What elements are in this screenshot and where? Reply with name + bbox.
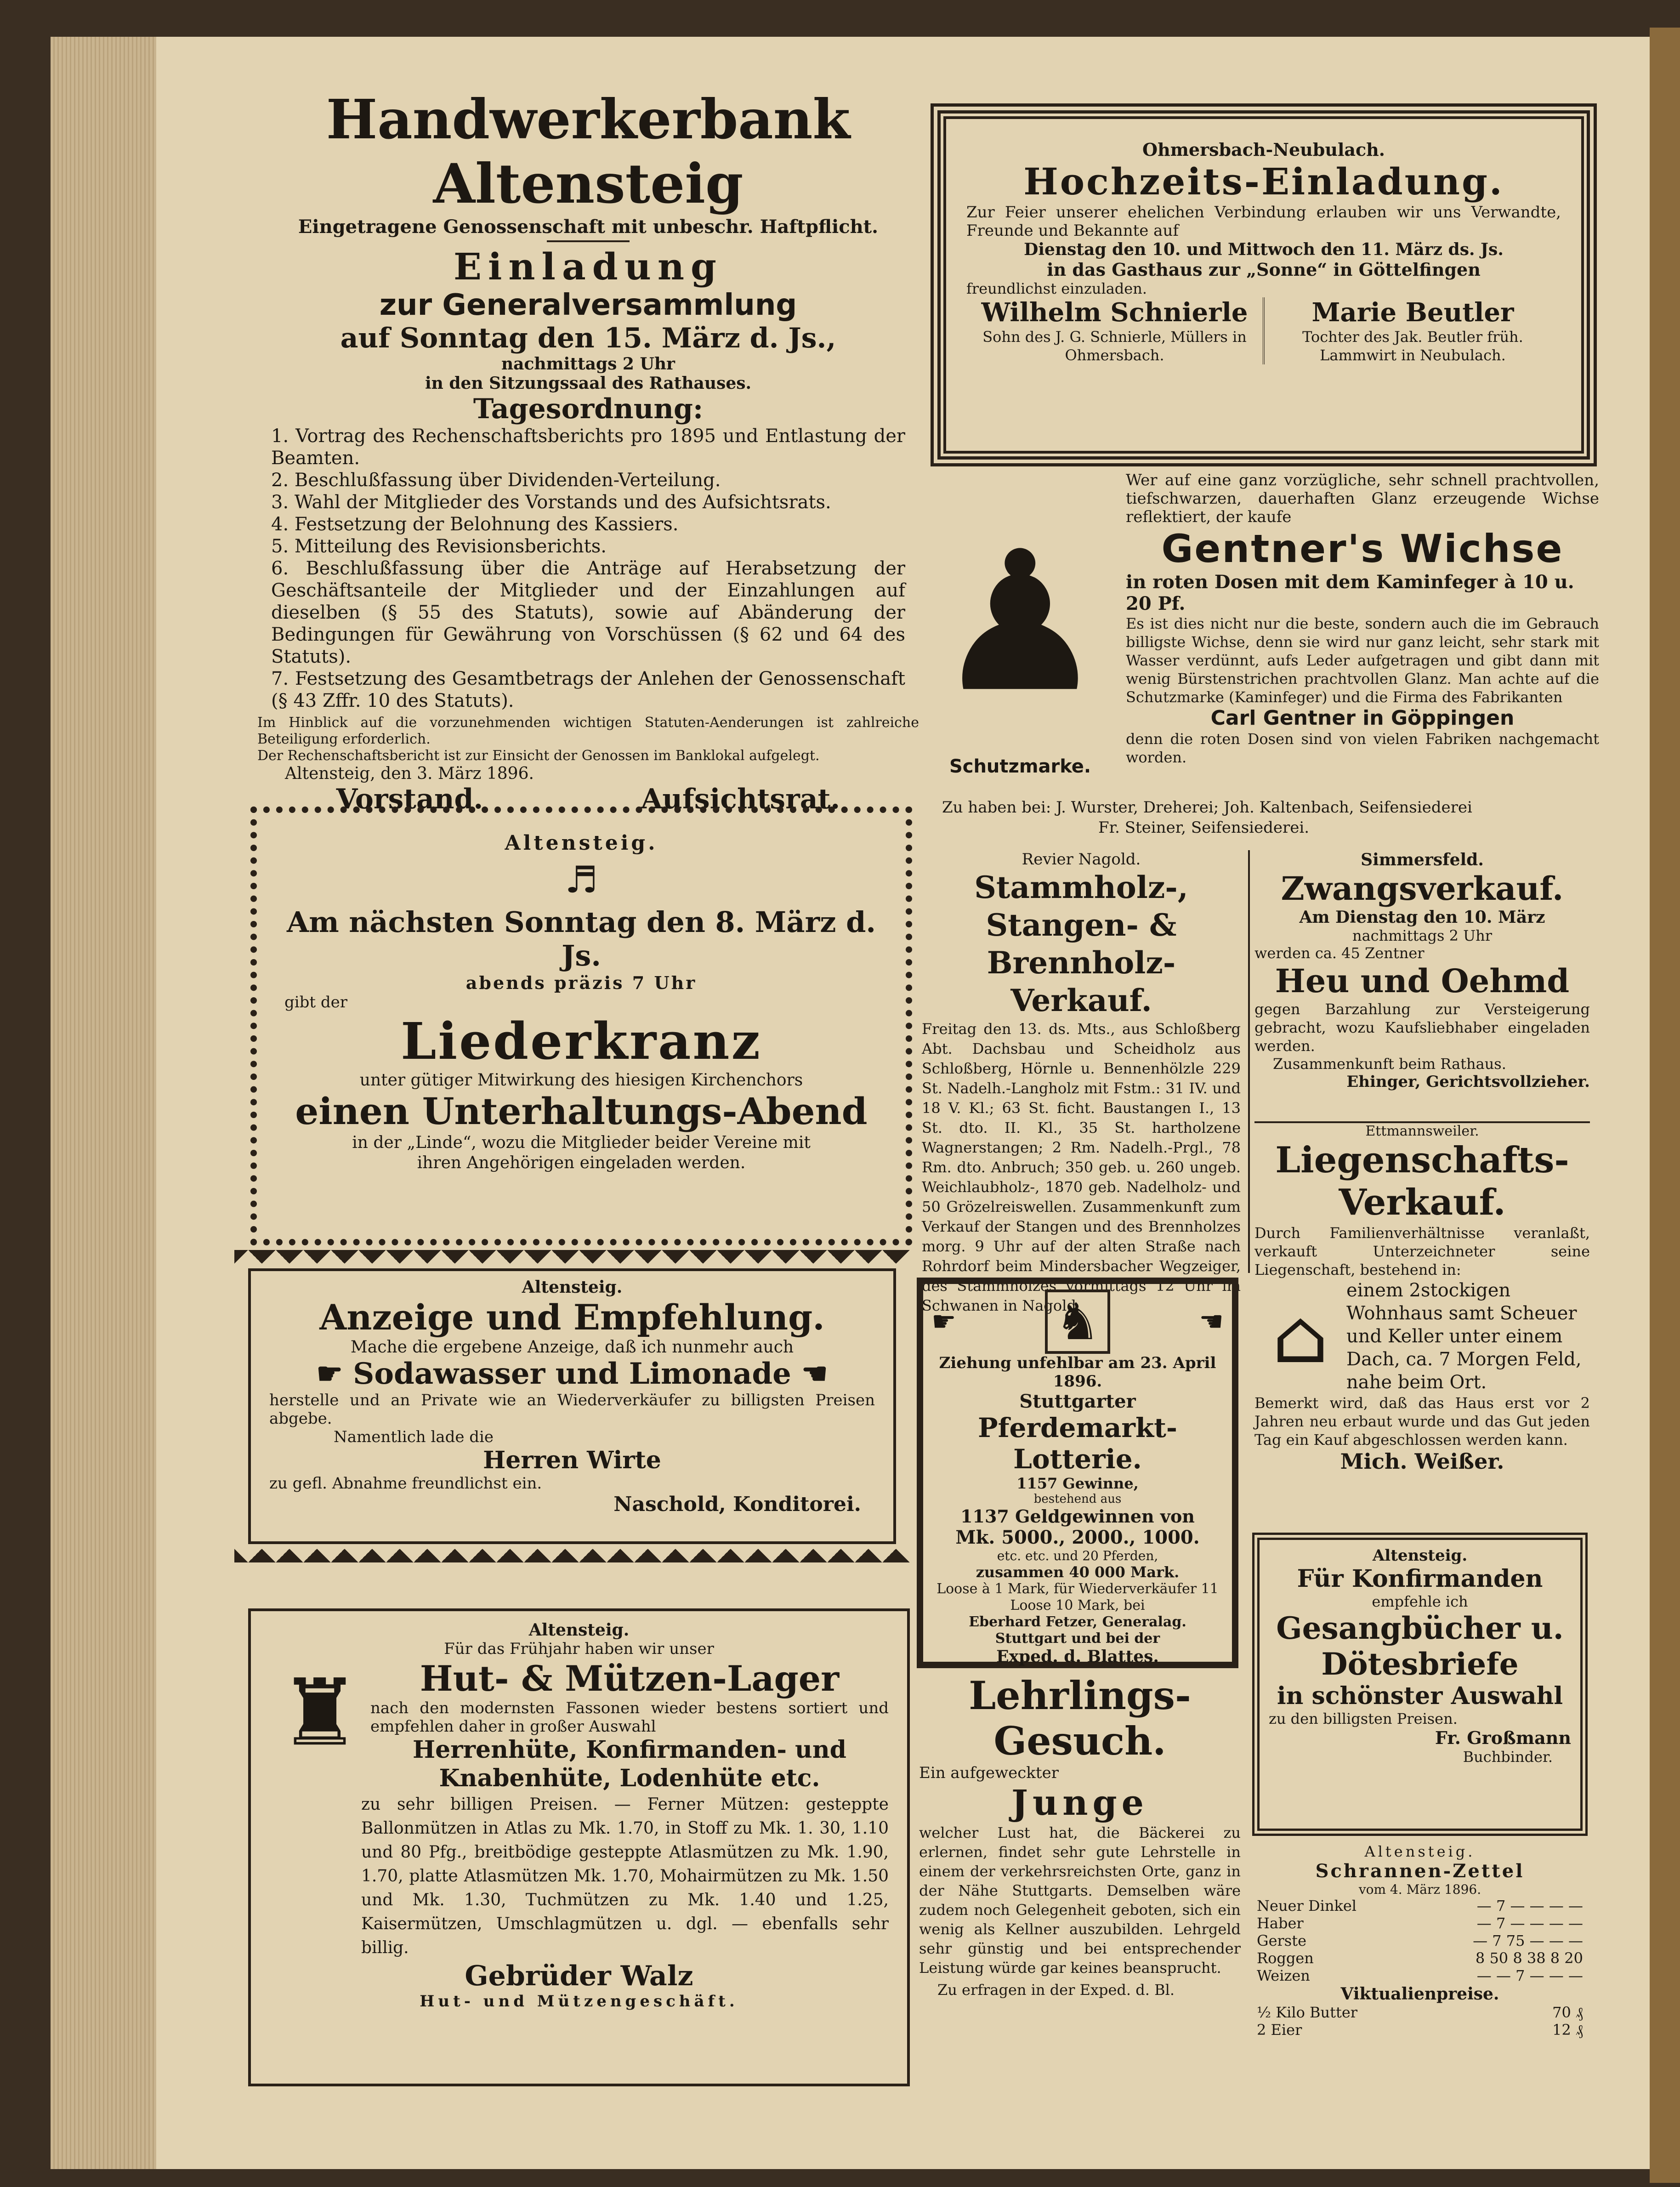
forced-line2: nachmittags 2 Uhr	[1352, 927, 1493, 944]
page-edge-stack	[51, 37, 156, 2169]
horse-icon: ♞	[1045, 1289, 1111, 1354]
bank-title: Handwerkerbank Altensteig	[326, 87, 851, 216]
lot-line8: zusammen 40 000 Mark.	[976, 1563, 1180, 1581]
forced-place: Simmersfeld.	[1361, 850, 1484, 869]
food-price-table	[1252, 2004, 1588, 2039]
appr-line1: Ein aufgeweckter	[919, 1764, 1059, 1782]
soda-title: Anzeige und Empfehlung.	[319, 1297, 825, 1338]
soda-frame	[248, 1268, 896, 1544]
pointing-hand-icon: ☚	[1199, 1306, 1224, 1338]
bank-line1: zur Generalversammlung	[379, 288, 797, 322]
table-row	[1252, 2004, 1588, 2021]
wichse-dealers	[942, 797, 1595, 838]
wichse-line1: in roten Dosen mit dem Kaminfeger à 10 u. 20 Pf.	[1126, 571, 1574, 614]
liederkranz-ad	[250, 807, 912, 1245]
grain-prices: 8 50 8 38 8 20	[1475, 1949, 1583, 1967]
bride-name: Marie Beutler	[1311, 297, 1514, 328]
lk-headline: einen Unterhaltungs-Abend	[295, 1090, 868, 1133]
prop-title: Liegenschafts-Verkauf.	[1275, 1139, 1569, 1223]
property-ad	[1254, 1121, 1590, 1526]
prop-offer	[1254, 1279, 1590, 1394]
bank-date: Altensteig, den 3. März 1896.	[285, 764, 534, 783]
agenda-item: 1. Vortrag des Rechenschaftsberichts pro 1895 und Entlastung der Beamten.	[271, 426, 905, 469]
grain-name: Haber	[1257, 1914, 1304, 1932]
prop-place: Ettmannsweiler.	[1365, 1123, 1479, 1139]
wichse-body: Es ist dies nicht nur die beste, sondern auch die im Gebrauch billigste Wichse, denn sie wird nur ganz leicht, sehr stark mit Wasser verdünnt, aufs Leder aufgetragen und gibt dann mit wenig Bürstenstrichen prachtvollen Glanz. Man achte auf die Schutzmarke (Kaminfeger) und die Firma des Fabrikanten	[1126, 615, 1599, 706]
food-price: 12 ₰	[1552, 2021, 1583, 2039]
lot-line2: Stuttgarter	[1019, 1391, 1136, 1412]
lottery-header	[931, 1289, 1224, 1354]
table-row	[1252, 1949, 1588, 1967]
sig-vorstand: Vorstand.	[336, 783, 483, 815]
hats-line1: Für das Frühjahr haben wir unser	[444, 1640, 714, 1658]
lk-name: Liederkranz	[401, 1011, 762, 1071]
forced-title: Zwangsverkauf.	[1281, 869, 1564, 908]
prop-line1: Durch Familienverhältnisse veranlaßt, verkauft Unterzeichneter seine Liegenschaft, bestehend in:	[1254, 1224, 1590, 1278]
forced-sale-ad	[1254, 850, 1590, 1117]
wichse-ad	[924, 471, 1599, 848]
grain-prices: — 7 75 — — —	[1473, 1932, 1583, 1949]
sawtooth-border	[234, 1250, 910, 1268]
bride-info: Tochter des Jak. Beutler früh. Lammwirt in Neubulach.	[1302, 328, 1523, 364]
hym-sig2: Buchbinder.	[1463, 1748, 1553, 1766]
lyre-emblem-icon: ♬	[565, 858, 598, 901]
food-price: 70 ₰	[1552, 2004, 1583, 2021]
bank-note2: Der Rechenschaftsbericht ist zur Einsicht der Genossen im Banklokal aufgelegt.	[257, 748, 820, 764]
table-row	[1252, 1932, 1588, 1949]
wood-title: Stammholz-, Stangen- & Brennholz-Verkauf.	[974, 869, 1188, 1018]
bank-line2: auf Sonntag den 15. März d. Js.,	[340, 322, 836, 354]
house-icon: ⌂	[1272, 1293, 1329, 1380]
lk-line4: unter gütiger Mitwirkung des hiesigen Kirchenchors	[359, 1071, 803, 1090]
bank-note1: Im Hinblick auf die vorzunehmenden wichtigen Statuten-Aenderungen ist zahlreiche Beteiligung erforderlich.	[257, 715, 919, 747]
hym-line2: empfehle ich	[1372, 1593, 1468, 1610]
lk-line2: abends präzis 7 Uhr	[465, 972, 697, 993]
soda-line2: herstelle und an Private wie an Wiederverkäufer zu billigsten Preisen abgebe.	[269, 1391, 875, 1428]
grain-price-table	[1252, 1897, 1588, 1984]
lk-line3: gibt der	[284, 993, 348, 1011]
bank-ad	[257, 87, 919, 815]
wed-place: Ohmersbach-Neubulach.	[1142, 139, 1385, 160]
chimney-sweep-trademark	[924, 489, 1117, 788]
apprentice-ad	[914, 1673, 1245, 2022]
lk-line1: Am nächsten Sonntag den 8. März d. Js.	[286, 905, 876, 972]
agenda-title: Tagesordnung:	[473, 393, 704, 425]
market-prices	[1252, 1843, 1588, 2082]
hym-title: Gesangbücher u. Dötesbriefe	[1276, 1610, 1564, 1682]
wood-body: Freitag den 13. ds. Mts., aus Schloßberg Abt. Dachsbau und Scheidholz aus Schloßberg, Hörnle u. Bennenhölzle 229 St. Nadelh.-Langholz mit Fstm.: 31 IV. und 18 V. Kl.; 63 St. ficht. Baustangen I., 13 St. dto. II. Kl., 35 St. hartholzene Wagnerstangen; 2 Rm. Nadelh.-Prgl., 78 Rm. dto. Anbruch; 350 geb. u. 260 ungeb. Weichlaubholz-, 1870 geb. Nadelholz- und 50 Grözelreiswellen. Zusammenkunft zum Verkauf der Stangen und des Brennholzes morg. 9 Uhr auf der alten Straße nach Rohrdorf beim Mindersbacher Wegzeiger, des Stammholzes vormittags 12 Uhr im Schwanen in Nagold.	[922, 1020, 1241, 1314]
binding-strip	[1650, 28, 1680, 2183]
hat-stand-icon: ♜	[278, 1659, 361, 1767]
agenda-item: 4. Festsetzung der Belohnung des Kassiers.	[271, 514, 679, 535]
table-row	[1252, 1897, 1588, 1914]
divider	[547, 240, 630, 242]
wichse-maker: Carl Gentner in Göppingen	[1210, 706, 1515, 730]
market-date: vom 4. März 1896.	[1358, 1882, 1481, 1897]
soda-line1: Mache die ergebene Anzeige, daß ich nunmehr auch	[350, 1338, 794, 1357]
wed-line4: freundlichst einzuladen.	[966, 280, 1147, 297]
hats-line3: Herrenhüte, Konfirmanden- und Knabenhüte, Lodenhüte etc.	[413, 1736, 846, 1792]
wood-place: Revier Nagold.	[1022, 850, 1141, 869]
hym-line4: zu den billigsten Preisen.	[1269, 1710, 1458, 1727]
forced-sig: Ehinger, Gerichtsvollzieher.	[1346, 1073, 1590, 1091]
bank-line3: nachmittags 2 Uhr	[501, 354, 675, 374]
pointing-hand-icon: ☛	[931, 1306, 956, 1338]
forced-line1: Am Dienstag den 10. März	[1299, 908, 1545, 927]
grain-prices: — — 7 — — —	[1476, 1967, 1583, 1984]
lot-title: Pferdemarkt-Lotterie.	[977, 1412, 1178, 1475]
lot-line5: 1137 Geldgewinnen von	[960, 1506, 1195, 1527]
forced-line5: Zusammenkunft beim Rathaus.	[1273, 1055, 1506, 1073]
wichse-intro: Wer auf eine ganz vorzügliche, sehr schnell prachtvollen, tiefschwarzen, dauerhaften Glanz erzeugende Wichse reflektiert, der kaufe	[1126, 471, 1599, 526]
lk-line5: in der „Linde“, wozu die Mitglieder beider Vereine mit ihren Angehörigen eingeladen werden.	[352, 1133, 811, 1172]
grain-prices: — 7 — — — —	[1476, 1897, 1583, 1914]
wichse-line2: denn die roten Dosen sind von vielen Fabriken nachgemacht worden.	[1126, 730, 1599, 766]
food-name: ½ Kilo Butter	[1257, 2004, 1358, 2021]
lottery-ad	[917, 1278, 1238, 1668]
hats-title: Hut- & Mützen-Lager	[420, 1658, 840, 1699]
bank-line4: in den Sitzungssaal des Rathauses.	[425, 374, 752, 393]
grain-name: Roggen	[1257, 1949, 1314, 1967]
market-title: Schrannen-Zettel	[1315, 1860, 1525, 1882]
hats-line2: nach den modernsten Fassonen wieder bestens sortiert und empfehlen daher in großer Auswahl	[370, 1699, 889, 1736]
agenda-item: 3. Wahl der Mitglieder des Vorstands und des Aufsichtsrats.	[271, 492, 831, 513]
dealers-line2: Fr. Steiner, Seifensiederei.	[1098, 818, 1310, 837]
wed-line3: in das Gasthaus zur „Sonne“ in Göttelfingen	[1047, 259, 1481, 280]
appr-body: welcher Lust hat, die Bäckerei zu erlernen, findet sehr gute Lehrstelle in einem der verkehrsreichsten Orte, ganz in der Nähe Stuttgarts. Demselben wäre zudem noch Gelegenheit geboten, sich ein wenig als Kellner auszubilden. Lehrgeld sehr günstig und bei entsprechender Leistung würde gar keines beansprucht.	[919, 1824, 1241, 1977]
hats-sig2: Hut- und Mützengeschäft.	[420, 1992, 738, 2011]
agenda-item: 6. Beschlußfassung über die Anträge auf Herabsetzung der Geschäftsanteile der Mitglieder und der Einzahlungen auf dieselben (§ 55 des Statuts), sowie auf Abänderung der Bedingungen für Gewährung von Vorschüssen (§ 62 und 64 des Statuts).	[271, 558, 905, 667]
lot-line9: Loose à 1 Mark, für Wiederverkäufer 11 Loose 10 Mark, bei	[936, 1581, 1219, 1613]
wood-ad	[914, 850, 1250, 1314]
wed-line2: Dienstag den 10. und Mittwoch den 11. März ds. Js.	[1024, 240, 1504, 259]
pointing-hand-icon: ☚	[791, 1357, 828, 1391]
soda-product-text: Sodawasser und Limonade	[353, 1357, 791, 1391]
lot-line4: bestehend aus	[1033, 1492, 1122, 1506]
hym-line3: in schönster Auswahl	[1277, 1682, 1563, 1710]
lot-line10: Eberhard Fetzer, Generalag. Stuttgart und bei der	[969, 1614, 1186, 1647]
market-place: Altensteig.	[1364, 1843, 1476, 1860]
hats-header	[269, 1658, 889, 1793]
hym-place: Altensteig.	[1372, 1546, 1468, 1565]
soda-sig: Naschold, Konditorei.	[613, 1493, 861, 1516]
agenda-item: 5. Mitteilung des Revisionsberichts.	[271, 536, 607, 557]
hymnals-ad	[1252, 1533, 1588, 1836]
trademark-label: Schutzmarke.	[949, 756, 1091, 777]
hats-body: zu sehr billigen Preisen. — Ferner Mützen: gesteppte Ballonmützen in Atlas zu Mk. 1.70, in Stoff zu Mk. 1. 30, 1.10 und 80 Pfg., breitbödige gesteppte Atlasmützen zu Mk. 1.90, 1.70, platte Atlasmützen Mk. 1.70, Mohairmützen zu Mk. 1.50 und Mk. 1.30, Tuchmützen zu Mk. 1.40 und 1.25, Kaisermützen, Umschlagmützen u. dgl. — ebenfalls sehr billig.	[361, 1795, 889, 1957]
wed-title: Hochzeits-Einladung.	[1023, 160, 1504, 203]
soda-line4: zu gefl. Abnahme freundlichst ein.	[269, 1474, 542, 1493]
sawtooth-border	[234, 1544, 910, 1562]
soda-place: Altensteig.	[522, 1278, 623, 1297]
table-row	[1252, 2021, 1588, 2039]
agenda-list	[257, 425, 919, 712]
table-row	[1252, 1967, 1588, 1984]
lot-line6: Mk. 5000., 2000., 1000.	[955, 1527, 1200, 1548]
lot-line3: 1157 Gewinne,	[1016, 1475, 1139, 1492]
prop-sig: Mich. Weißer.	[1340, 1449, 1504, 1474]
wichse-brand: Gentner's Wichse	[1161, 526, 1564, 571]
forced-line3: werden ca. 45 Zentner	[1254, 944, 1425, 962]
wed-couple	[966, 297, 1561, 364]
bank-invite: Einladung	[454, 245, 723, 288]
appr-line2: Zu erfragen in der Exped. d. Bl.	[937, 1981, 1175, 1999]
lot-line11: Exped. d. Blattes.	[996, 1647, 1159, 1666]
lot-line1: Ziehung unfehlbar am 23. April 1896.	[939, 1354, 1216, 1391]
forced-product: Heu und Oehmd	[1275, 962, 1570, 1000]
agenda-item: 7. Festsetzung des Gesamtbetrags der Anlehen der Genossenschaft (§ 43 Zffr. 10 des Statuts).	[271, 668, 905, 711]
market-title2: Viktualienpreise.	[1340, 1984, 1499, 2004]
agenda-item: 2. Beschlußfassung über Dividenden-Verteilung.	[271, 470, 721, 491]
wed-line1: Zur Feier unserer ehelichen Verbindung erlauben wir uns Verwandte, Freunde und Bekannte auf	[966, 203, 1561, 240]
soda-target: Herren Wirte	[483, 1446, 661, 1474]
grain-name: Weizen	[1257, 1967, 1310, 1984]
sig-aufsichtsrat: Aufsichtsrat.	[641, 783, 840, 815]
food-name: 2 Eier	[1257, 2021, 1302, 2039]
hym-sig: Fr. Großmann	[1435, 1727, 1571, 1748]
hym-line1: Für Konfirmanden	[1297, 1565, 1543, 1593]
table-row	[1252, 1914, 1588, 1932]
wedding-ad	[931, 103, 1597, 466]
soda-ad	[234, 1250, 910, 1567]
grain-prices: — 7 — — — —	[1476, 1914, 1583, 1932]
grain-name: Gerste	[1257, 1932, 1307, 1949]
hats-place: Altensteig.	[528, 1620, 630, 1640]
appr-headline: Junge	[1011, 1782, 1148, 1823]
lot-line7: etc. etc. und 20 Pferden,	[997, 1548, 1158, 1563]
soda-product	[269, 1357, 875, 1391]
prop-line3: Bemerkt wird, daß das Haus erst vor 2 Jahren neu erbaut wurde und das Gut jeden Tag ein Kauf abgeschlossen werden kann.	[1254, 1394, 1590, 1449]
lk-place: Altensteig.	[505, 831, 658, 855]
hats-sig: Gebrüder Walz	[465, 1960, 693, 1992]
pointing-hand-icon: ☛	[316, 1357, 353, 1391]
groom-name: Wilhelm Schnierle	[981, 297, 1248, 328]
groom-info: Sohn des J. G. Schnierle, Müllers in Ohmersbach.	[982, 328, 1247, 364]
soda-line3: Namentlich lade die	[334, 1428, 494, 1446]
bank-subtitle: Eingetragene Genossenschaft mit unbeschr. Haftpflicht.	[298, 216, 879, 238]
chimney-sweep-icon: ♟	[933, 510, 1107, 735]
dealers-line1: Zu haben bei: J. Wurster, Dreherei; Joh. Kaltenbach, Seifensiederei	[942, 798, 1472, 817]
prop-line2: einem 2stockigen Wohnhaus samt Scheuer und Keller unter einem Dach, ca. 7 Morgen Feld, nahe beim Ort.	[1346, 1280, 1582, 1393]
appr-title: Lehrlings-Gesuch.	[969, 1673, 1191, 1764]
forced-line4: gegen Barzahlung zur Versteigerung gebracht, wozu Kaufsliebhaber eingeladen werden.	[1254, 1000, 1590, 1055]
grain-name: Neuer Dinkel	[1257, 1897, 1357, 1914]
hats-ad	[248, 1608, 910, 2086]
